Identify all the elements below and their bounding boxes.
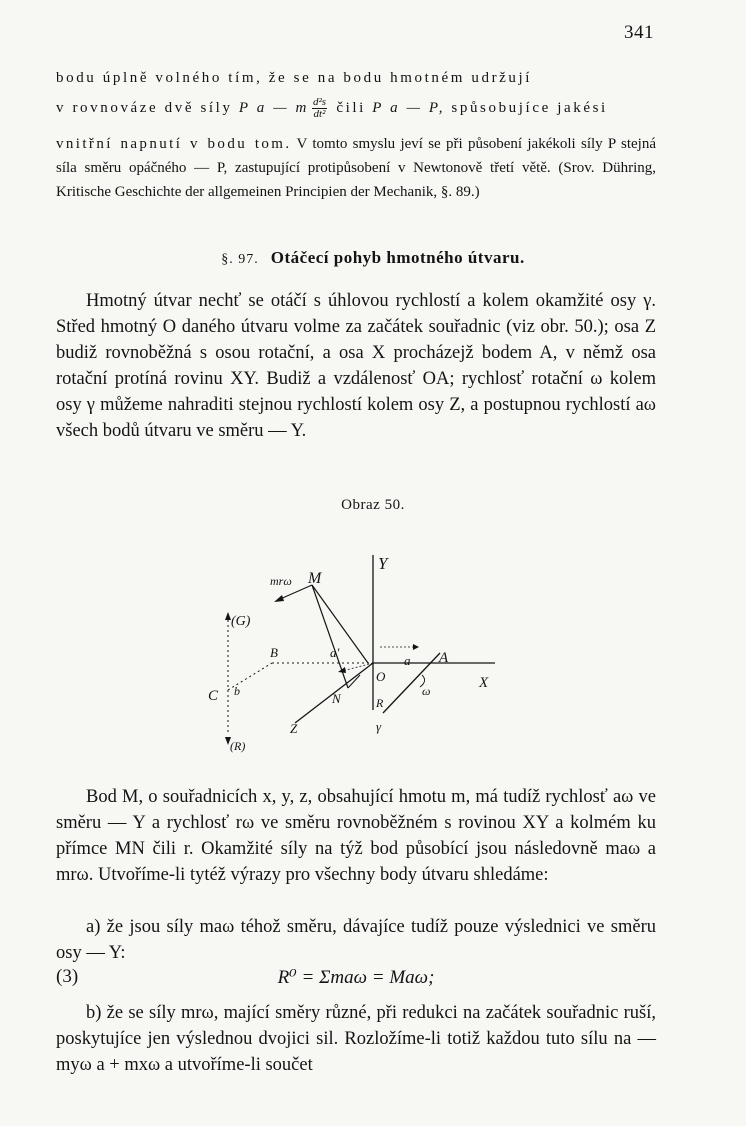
label-N: N [332, 691, 341, 706]
equation-expr: R⁰ = Σmaω = Maω; [277, 967, 435, 988]
section-number: §. 97. [221, 252, 259, 267]
item-a-text: a) že jsou síly maω téhož směru, dávajíce tudíž pouze výslednici ve směru osy — Y: [56, 917, 656, 963]
label-G: (G) [231, 614, 251, 629]
fraction-d2s-dt2 [312, 97, 327, 120]
line2-term-pa: P a [238, 99, 267, 116]
section-title: Otáčecí pohyb hmotného útvaru. [270, 248, 525, 267]
line2-before: v rovnováze dvě síly [56, 99, 239, 116]
label-Z: Z [290, 721, 298, 736]
item-a [56, 914, 656, 966]
paragraph-1 [56, 288, 656, 444]
item-b-text: b) že se síly mrω, mající směry různé, při redukci na začátek souřadnic ruší, poskytujíce jen výslednou dvojici sil. Rozložíme-li totiž každou tuto sílu na — myω a + mxω a utvoříme-li součet [56, 1003, 656, 1075]
label-M: M [308, 570, 322, 587]
fraction-numerator: d²s [312, 96, 327, 108]
section-heading [0, 248, 746, 268]
label-R: R [376, 696, 384, 710]
small-par-rest: V tomto smyslu jeví se při působení jakékoli síly P stejná síla směru opáčného — P, zastupující protipůsobení v Newtonově třetí větě. (Srov. Dühring, Kritische Geschichte der allgemeinen Principien der Mechanik, §. 89.) [56, 136, 656, 200]
label-mrw: mrω [270, 574, 292, 588]
label-a-prime: a' [330, 645, 340, 660]
item-b [56, 1000, 656, 1078]
figure-caption: Obraz 50. [341, 497, 405, 513]
arrow-a-head [413, 644, 419, 650]
small-par-spaced: vnitřní napnutí v bodu tom. [56, 136, 292, 152]
label-O: O [376, 669, 386, 684]
small-paragraph [56, 132, 656, 204]
line2-tail: spůsobujíce jakési [445, 99, 608, 116]
arrow-mrw-head [274, 595, 284, 602]
label-R-paren: (R) [230, 739, 246, 753]
figure-50-diagram [190, 545, 520, 755]
fraction-denominator: dt² [313, 108, 326, 120]
spaced-line-2 [56, 97, 656, 120]
label-Y: Y [378, 554, 388, 573]
paragraph-1-text: Hmotný útvar nechť se otáčí s úhlovou rychlostí a kolem okamžité osy γ. Střed hmotný O daného útvaru volme za začátek souřadnic (viz obr. 50.); osa Z budiž rovnoběžná s osou rotační, a osa X procházejž bodem A, v němž osa rotační protíná rovinu XY. Budiž a vzdálenosť OA; rychlosť rotační ω kolem osy γ můžeme nahraditi stejnou rychlostí kolem osy Z, a postupnou rychlostí aω všech bodů útvaru ve směru — Y. [56, 291, 656, 441]
line-m-o [312, 585, 368, 663]
label-C: C [208, 688, 219, 704]
paragraph-2-text: Bod M, o souřadnicích x, y, z, obsahující hmotu m, má tudíž rychlosť aω ve směru — Y a rychlosť rω ve směru rovnoběžném s rovinou XY a kolmém ku přímce MN čili r. Okamžité síly na týž bod působící jsou následovně maω a mrω. Utvoříme-li tytéž výrazy pro všechny body útvaru shledáme: [56, 787, 656, 885]
label-a: a [404, 653, 411, 668]
label-B: B [270, 645, 278, 660]
spaced-line-1: bodu úplně volného tím, že se na bodu hmotném udržují [56, 70, 533, 86]
label-omega: ω [422, 684, 431, 698]
label-X: X [479, 675, 489, 691]
label-A: A [439, 650, 449, 666]
paragraph-2 [56, 784, 656, 888]
label-b: b [234, 684, 240, 698]
label-gamma: γ [376, 719, 382, 734]
gamma-axis [383, 653, 440, 713]
line2-rhs: P a — P, [372, 99, 446, 116]
equation-3 [56, 966, 656, 994]
arrow-a-prime-head [338, 667, 346, 673]
page-number: 341 [624, 22, 654, 43]
equation-tag: (3) [56, 966, 79, 987]
line2-minus-m: — m [266, 99, 309, 116]
line2-cili: čili [330, 99, 373, 116]
